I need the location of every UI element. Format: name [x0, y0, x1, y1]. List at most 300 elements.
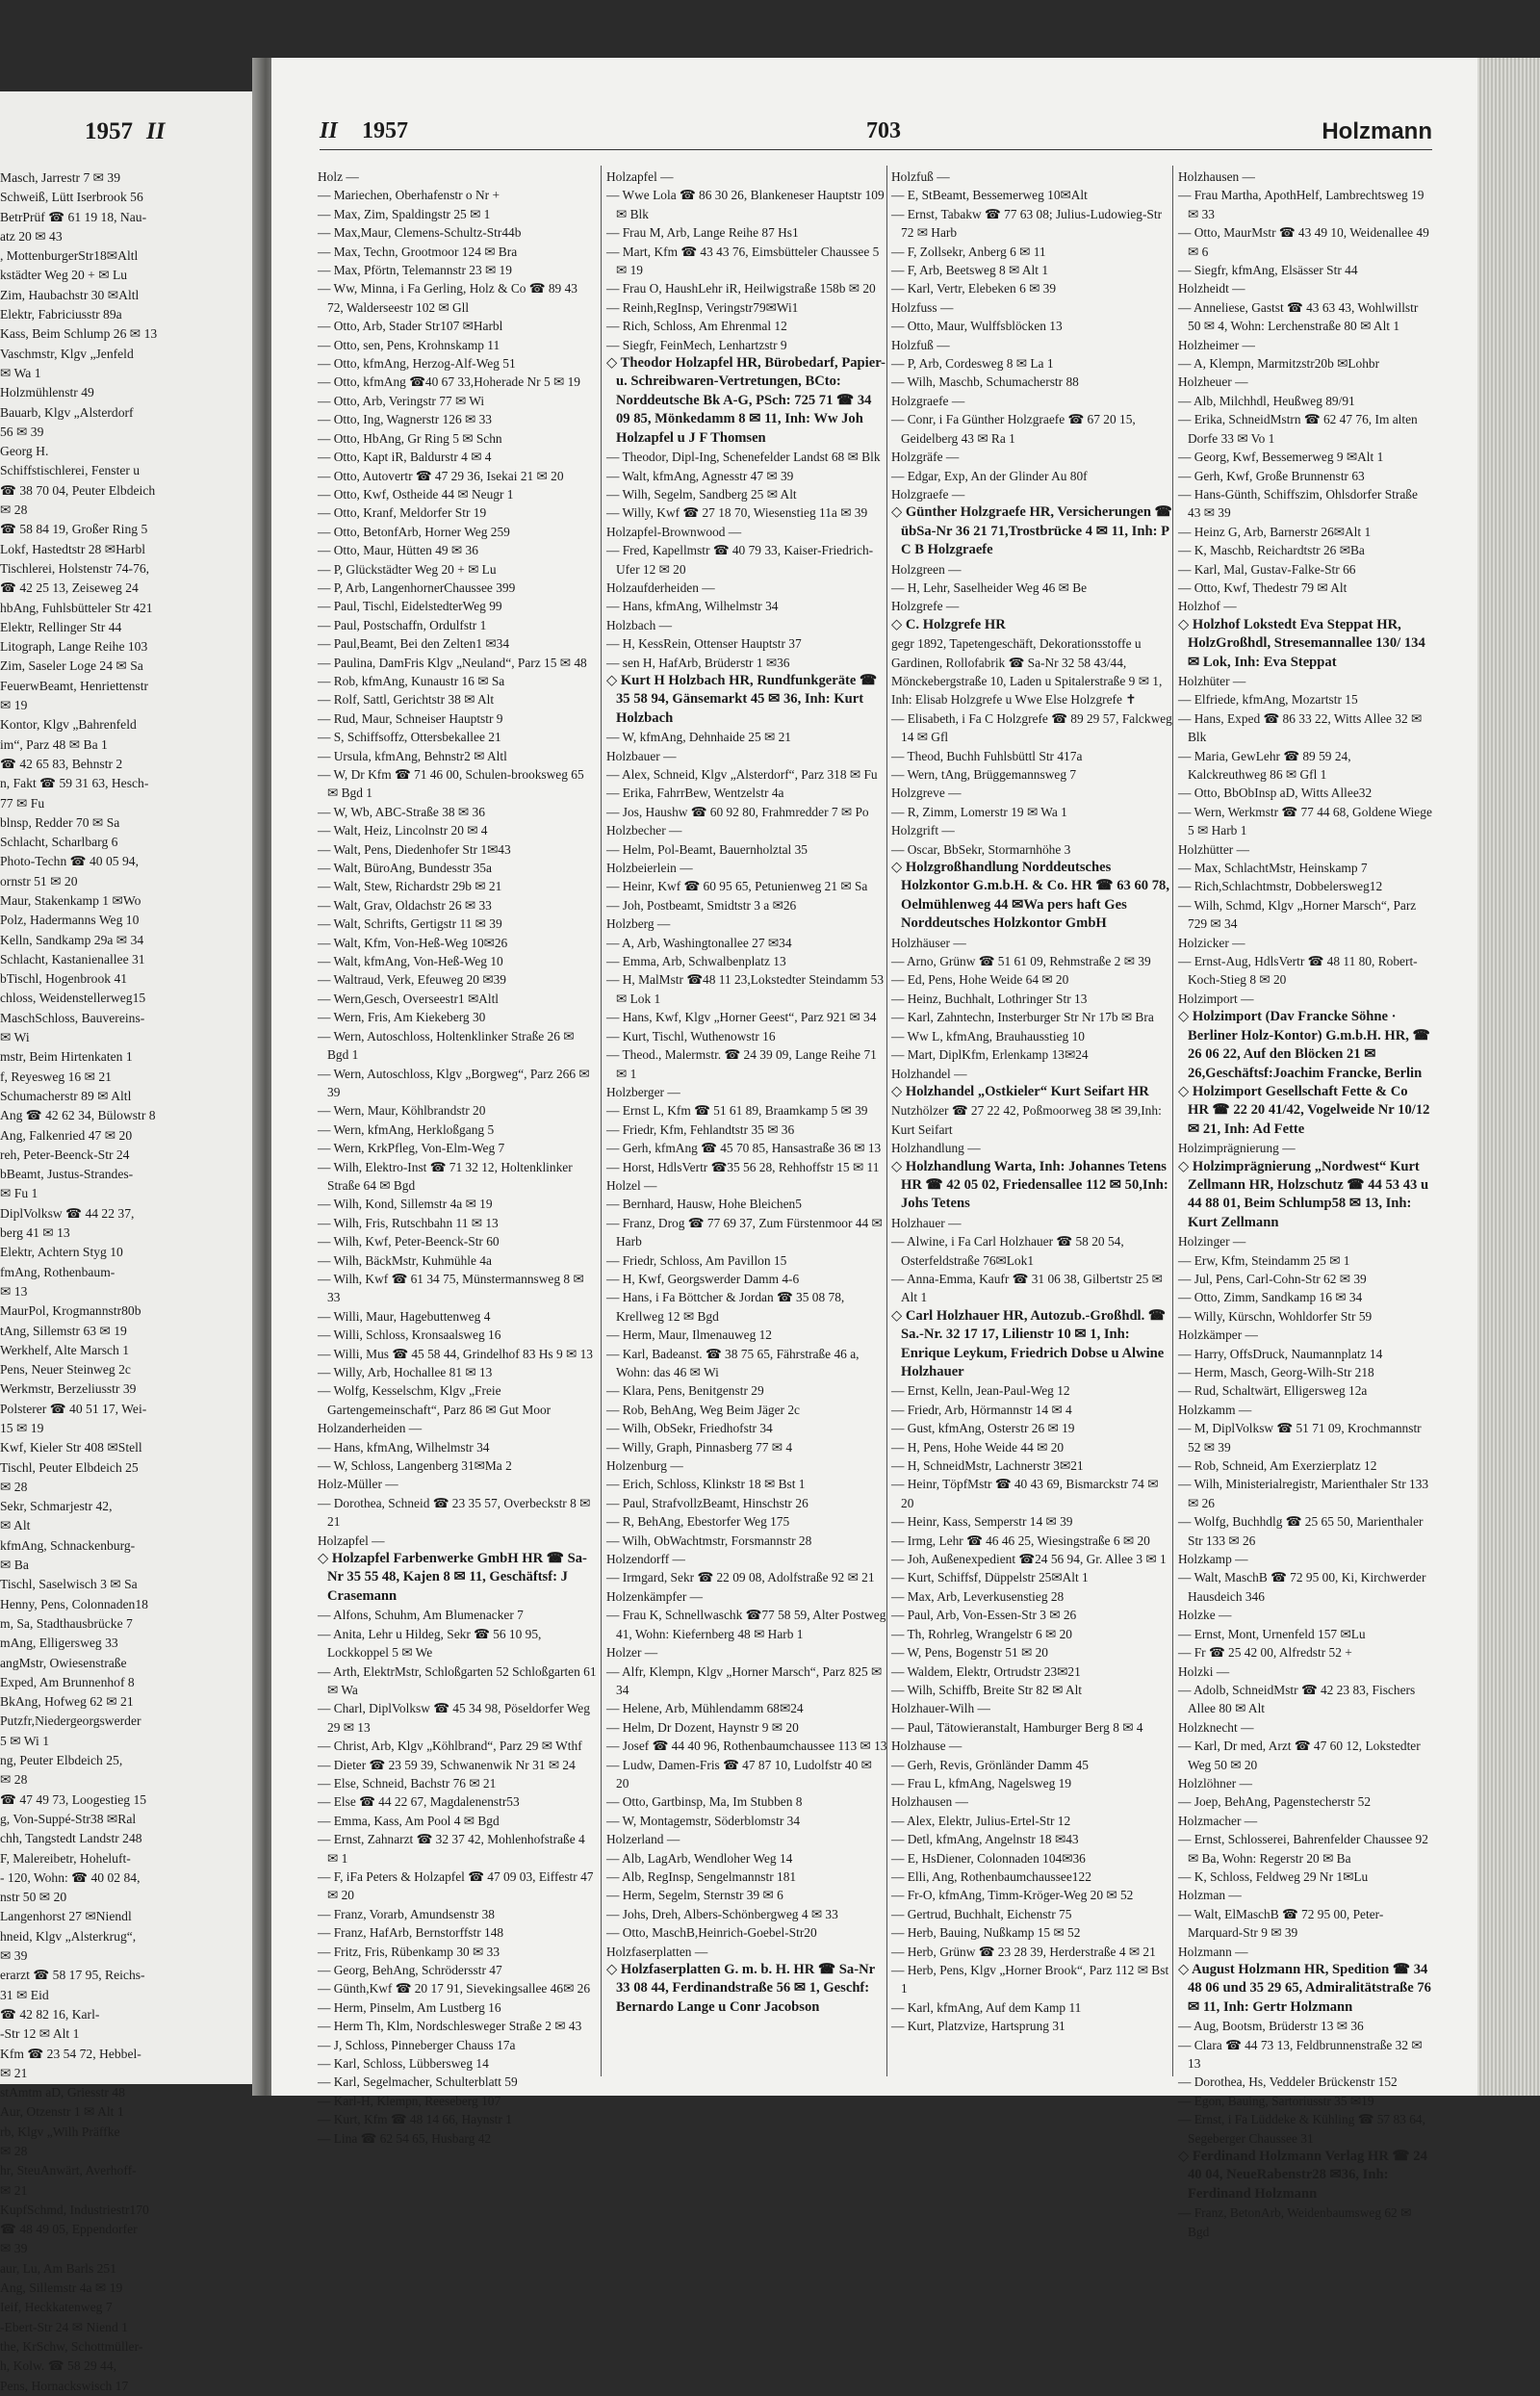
directory-entry: — Theod, Buchh Fuhlsbüttl Str 417a: [891, 748, 1083, 763]
directory-entry: — Edgar, Exp, An der Glinder Au 80f: [891, 468, 1088, 483]
directory-entry: — H, KessRein, Ottenser Hauptstr 37: [606, 636, 802, 652]
header-year: 1957: [362, 118, 408, 143]
directory-entry: — Herm, Masch, Georg-Wilh-Str 218: [1178, 1365, 1374, 1379]
directory-entry: — Frau Martha, ApothHelf, Lambrechtsweg 19 ✉ 33: [1178, 188, 1424, 221]
directory-entry: — Friedr, Kfm, Fehlandtstr 35 ✉ 36: [606, 1121, 795, 1137]
directory-entry: — Rich,Schlachtmstr, Dobbelersweg12: [1178, 879, 1383, 894]
directory-entry: — Theod., Malermstr. ☎ 24 39 09, Lange Reihe 71 ✉ 1: [606, 1047, 877, 1081]
left-page-line: Elektr, Achtern Styg 10: [0, 1245, 123, 1260]
surname-heading: Holzenkämpfer —: [606, 1588, 704, 1604]
directory-entry: — Oscar, BbSekr, Stormarnhöhe 3: [891, 841, 1071, 857]
left-page-line: ng, Peuter Elbdeich 25,: [0, 1753, 123, 1768]
left-page-line: Zim, Saseler Loge 24 ✉ Sa: [0, 658, 143, 674]
directory-entry: — Lina ☎ 62 54 65, Husbarg 42: [318, 2130, 492, 2146]
directory-column-2: [606, 167, 887, 2083]
left-page-line: Putzfr,Niedergeorgswerder: [0, 1713, 141, 1729]
left-page-line: ✉ Fu 1: [0, 1186, 38, 1201]
directory-column-1: [318, 167, 597, 2146]
directory-entry: — Anna-Emma, Kaufr ☎ 31 06 38, Gilbertstr 25 ✉ Alt 1: [891, 1271, 1163, 1305]
directory-entry: — Karl, Zahntechn, Insterburger Str Nr 17b ✉ Bra: [891, 1010, 1154, 1025]
left-page-line: ✉ Wa 1: [0, 365, 41, 380]
directory-entry: — Waldem, Elektr, Ortrudstr 23✉21: [891, 1663, 1081, 1679]
directory-entry: — Otto, Kwf, Ostheide 44 ✉ Neugr 1: [318, 486, 514, 502]
directory-entry: — Wilh, BäckMstr, Kuhmühle 4a: [318, 1252, 492, 1268]
directory-entry: — Wern, Maur, Köhlbrandstr 20: [318, 1103, 486, 1119]
directory-entry: — Ww, Minna, i Fa Gerling, Holz & Co ☎ 89 43 72, Walderseestr 102 ✉ Gll: [318, 281, 578, 315]
directory-entry: — Wern, KrkPfleg, Von-Elm-Weg 7: [318, 1141, 505, 1156]
left-page-line: Sekr, Schmarjestr 42,: [0, 1499, 113, 1514]
directory-entry: — Anneliese, Gastst ☎ 43 63 43, Wohlwillstr 50 ✉ 4, Wohn: Lerchenstraße 80 ✉ Alt 1: [1178, 299, 1419, 334]
directory-entry: — Willi, Mus ☎ 45 58 44, Grindelhof 83 Hs 9 ✉ 13: [318, 1346, 593, 1361]
left-page-line: ☎ 42 65 83, Behnstr 2: [0, 756, 123, 771]
surname-heading: Holzhausen —: [1178, 169, 1255, 184]
left-page-line: Schlacht, Kastanienallee 31: [0, 951, 145, 966]
page-number: 703: [866, 118, 901, 143]
directory-entry: — Helm, Pol-Beamt, Bauernholztal 35: [606, 841, 808, 857]
left-page-line: angMstr, Owiesenstraße: [0, 1655, 127, 1670]
directory-entry: — Max, Zim, Spaldingstr 25 ✉ 1: [318, 206, 491, 221]
firm-entry: ◇ C. Holzgrefe HR: [891, 616, 1006, 632]
directory-entry: — Fred, Kapellmstr ☎ 40 79 33, Kaiser-Friedrich-Ufer 12 ✉ 20: [606, 543, 874, 577]
directory-entry: — Clara ☎ 44 73 13, Feldbrunnenstraße 32 ✉ 13: [1178, 2037, 1423, 2072]
directory-entry: — Walt, Grav, Oldachstr 26 ✉ 33: [318, 897, 492, 913]
directory-entry: — Erika, SchneidMstrn ☎ 62 47 76, Im alten Dorfe 33 ✉ Vo 1: [1178, 412, 1418, 446]
left-page-line: Kass, Beim Schlump 26 ✉ 13: [0, 326, 158, 342]
directory-entry: — Karl, Badeanst. ☎ 38 75 65, Fährstraße 46 a, Wohn: das 46 ✉ Wi: [606, 1346, 860, 1379]
directory-entry: — Erich, Schloss, Klinkstr 18 ✉ Bst 1: [606, 1477, 806, 1492]
left-page-line: ✉ 39: [0, 1948, 28, 1964]
firm-entry: ◇ Ferdinand Holzmann Verlag HR ☎ 24 40 04, NeueRabenstr28 ✉36, Inh: Ferdinand Holzmann: [1178, 2149, 1427, 2202]
directory-entry: — Max,Maur, Clemens-Schultz-Str44b: [318, 225, 522, 241]
left-page-line: Schumacherstr 89 ✉ Altl: [0, 1088, 132, 1103]
directory-entry: — Walt, Heiz, Lincolnstr 20 ✉ 4: [318, 823, 488, 838]
surname-heading: Holzheimer —: [1178, 337, 1255, 352]
directory-entry: — Herm, Segelm, Sternstr 39 ✉ 6: [606, 1888, 783, 1903]
left-page-line: ✉ 13: [0, 1283, 28, 1299]
directory-entry: — Hans, Kwf, Klgv „Horner Geest“, Parz 921 ✉ 34: [606, 1010, 877, 1025]
directory-entry: — Dieter ☎ 23 59 39, Schwanenwik Nr 31 ✉ 24: [318, 1757, 576, 1772]
left-page-line: ✉ Wi: [0, 1030, 30, 1045]
directory-entry: — Klara, Pens, Benitgenstr 29: [606, 1383, 764, 1399]
surname-heading: Holzgreen —: [891, 561, 962, 577]
left-page-line: kstädter Weg 20 + ✉ Lu: [0, 268, 128, 283]
directory-entry: — Gertrud, Buchhalt, Eichenstr 75: [891, 1906, 1072, 1921]
directory-entry: — Herb, Bauing, Nußkamp 15 ✉ 52: [891, 1925, 1081, 1941]
directory-entry: — Herm, Pinselm, Am Lustberg 16: [318, 1999, 501, 2015]
directory-entry: — Ernst-Aug, HdlsVertr ☎ 48 11 80, Robert-Koch-Stieg 8 ✉ 20: [1178, 954, 1418, 988]
directory-entry: — W, Dr Kfm ☎ 71 46 00, Schulen-brooksweg 65 ✉ Bgd 1: [318, 767, 584, 801]
directory-entry: — Frau M, Arb, Lange Reihe 87 Hs1: [606, 225, 799, 241]
firm-entry: ◇ Günther Holzgraefe HR, Versicherungen ☎ übSa-Nr 36 21 71,Trostbrücke 4 ✉ 11, Inh: P C B Holzgraefe: [891, 504, 1172, 558]
directory-entry: — Walt, Kfm, Von-Heß-Weg 10✉26: [318, 935, 508, 950]
directory-entry: — Walt, MaschB ☎ 72 95 00, Ki, Kirchwerder Hausdeich 346: [1178, 1570, 1426, 1604]
directory-entry: — Max, Pförtn, Telemannstr 23 ✉ 19: [318, 263, 512, 278]
directory-entry: — Irmgard, Sekr ☎ 22 09 08, Adolfstraße 92 ✉ 21: [606, 1570, 875, 1585]
directory-entry: — Joep, BehAng, Pagenstecherstr 52: [1178, 1794, 1372, 1810]
left-page-line: ✉ 28: [0, 1772, 28, 1788]
directory-entry: — Siegfr, FeinMech, Lenhartzstr 9: [606, 337, 787, 352]
directory-entry: — Alwine, i Fa Carl Holzhauer ☎ 58 20 54, Osterfeldstraße 76✉Lok1: [891, 1234, 1124, 1268]
directory-entry: — P, Arb, LangenhornerChaussee 399: [318, 580, 516, 595]
directory-entry: — Ernst L, Kfm ☎ 51 61 89, Braamkamp 5 ✉ 39: [606, 1103, 868, 1119]
directory-entry: — E, HsDiener, Colonnaden 104✉36: [891, 1850, 1086, 1866]
directory-entry: — Paul, Tätowieranstalt, Hamburger Berg 8 ✉ 4: [891, 1719, 1143, 1735]
directory-entry: — Jos, Haushw ☎ 60 92 80, Frahmredder 7 ✉ Po: [606, 804, 869, 819]
surname-heading: Holzhäuser —: [891, 935, 966, 950]
directory-entry: — Wilh, Elektro-Inst ☎ 71 32 12, Holtenklinker Straße 64 ✉ Bgd: [318, 1159, 573, 1193]
directory-entry: — Herm, Maur, Ilmenauweg 12: [606, 1327, 773, 1343]
directory-entry: — Dorothea, Schneid ☎ 23 35 57, Overbeckstr 8 ✉ 21: [318, 1495, 591, 1530]
left-page-line: Holzmühlenstr 49: [0, 385, 94, 400]
directory-entry: — Franz, Vorarb, Amundsenstr 38: [318, 1906, 495, 1921]
left-page-line: ✉ 39: [0, 2241, 28, 2256]
left-page-line: fmAng, Rothenbaum-: [0, 1264, 116, 1279]
directory-entry: — W, kfmAng, Dehnhaide 25 ✉ 21: [606, 730, 791, 745]
firm-entry: ◇ Theodor Holzapfel HR, Bürobedarf, Papier- u. Schreibwaren-Vertretungen, BCto: Norddeutsche Bk A-G, PSch: 725 71 ☎ 34 09 85, Mönkedamm 8 ✉ 11, Inh: Ww Joh Holzapfel u J F Thomsen: [606, 355, 886, 446]
left-facing-page: [0, 91, 255, 2393]
firm-entry: ◇ Holzapfel Farbenwerke GmbH HR ☎ Sa-Nr 35 55 48, Kajen 8 ✉ 11, Geschäftsf: J Crasemann: [318, 1551, 587, 1604]
directory-entry: — Wilh, ObSekr, Friedhofstr 34: [606, 1421, 773, 1436]
left-page-line: Pens, Hornackswisch 17: [0, 2378, 129, 2393]
left-page-line: 56 ✉ 39: [0, 424, 44, 439]
left-page-line: Litograph, Lange Reihe 103: [0, 639, 148, 655]
directory-entry: — Otto, Kwf, Thedestr 79 ✉ Alt: [1178, 580, 1348, 595]
left-page-line: Schlacht, Scharlbarg 6: [0, 835, 118, 850]
directory-entry: — R, Zimm, Lomerstr 19 ✉ Wa 1: [891, 804, 1067, 819]
directory-entry: — J, Schloss, Pinneberger Chauss 17a: [318, 2037, 516, 2052]
left-page-line: atz 20 ✉ 43: [0, 228, 63, 244]
directory-entry: — Paul, Tischl, EidelstedterWeg 99: [318, 599, 502, 614]
surname-heading: Holzhandel —: [891, 1066, 967, 1081]
directory-entry: — Ernst, Mont, Urnenfeld 157 ✉Lu: [1178, 1626, 1366, 1641]
directory-entry: — Theodor, Dipl-Ing, Schenefelder Landst 68 ✉ Blk: [606, 450, 881, 465]
left-page-line: Tischl, Saselwisch 3 ✉ Sa: [0, 1577, 138, 1592]
directory-entry: — Karl, Schloss, Lübbersweg 14: [318, 2056, 489, 2072]
directory-entry: — F, Zollsekr, Anberg 6 ✉ 11: [891, 244, 1046, 259]
surname-heading: gegr 1892, Tapetengeschäft, Dekorationsstoffe u Gardinen, Rollofabrik ☎ Sa-Nr 32 58 43/44, Mönckebergstraße 10, Laden u Spitalerstraße 9 ✉ 1, Inh: Elisab Holzgrefe u Wwe Else Holzgrefe ✝: [891, 636, 1163, 708]
left-page-line: Tischlerei, Holstenstr 74-76,: [0, 560, 150, 576]
directory-entry: — Rud, Schaltwärt, Elligersweg 12a: [1178, 1383, 1368, 1399]
left-page-line: kfmAng, Schnackenburg-: [0, 1537, 136, 1553]
directory-entry: — Helene, Arb, Mühlendamm 68✉24: [606, 1701, 804, 1716]
directory-entry: — A, Arb, Washingtonallee 27 ✉34: [606, 935, 792, 950]
left-page-line: Henny, Pens, Colonnaden18: [0, 1596, 148, 1611]
left-page-line: berg 41 ✉ 13: [0, 1225, 70, 1241]
directory-entry: — Mart, DiplKfm, Erlenkamp 13✉24: [891, 1047, 1089, 1063]
directory-entry: — Otto, Maur, Wulffsblöcken 13: [891, 319, 1063, 334]
left-page-line: Kwf, Kieler Str 408 ✉Stell: [0, 1440, 142, 1456]
directory-entry: — Ernst, Schlosserei, Bahrenfelder Chaussee 92 ✉ Ba, Wohn: Regerstr 20 ✉ Ba: [1178, 1832, 1428, 1866]
left-page-line: hr, SteuAnwärt, Averhoff-: [0, 2163, 137, 2178]
left-page-line: F, Malereibetr, Hoheluft-: [0, 1850, 131, 1866]
directory-entry: — Else ☎ 44 22 67, Magdalenenstr53: [318, 1794, 520, 1810]
directory-entry: — Wern, Autoschloss, Klgv „Borgweg“, Parz 266 ✉ 39: [318, 1066, 590, 1099]
left-page-line: MaschSchloss, Bauvereins-: [0, 1010, 145, 1025]
left-page-line: hneid, Klgv „Alsterkrug“,: [0, 1928, 137, 1944]
left-page-line: KupfSchmd, Industriestr170: [0, 2202, 149, 2217]
directory-entry: — Erika, FahrrBew, Wentzelstr 4a: [606, 786, 784, 801]
directory-entry: — Otto, Kapt iR, Baldurstr 4 ✉ 4: [318, 450, 492, 465]
left-page-line: ☎ 58 84 19, Großer Ring 5: [0, 522, 148, 537]
left-page-line: stAmtm aD, Griesstr 48: [0, 2085, 125, 2100]
directory-entry: — Heinr, Kwf ☎ 60 95 65, Petunienweg 21 ✉ Sa: [606, 879, 868, 894]
surname-heading: Holzhof —: [1178, 599, 1237, 614]
surname-heading: Holzhauer-Wilh —: [891, 1701, 990, 1716]
left-page-line: -Ebert-Str 24 ✉ Niend 1: [0, 2319, 128, 2334]
left-page-line: Vaschmstr, Klgv „Jenfeld: [0, 346, 134, 361]
directory-entry: — Heinz, Buchhalt, Lothringer Str 13: [891, 991, 1088, 1006]
directory-entry: — Hans-Günth, Schiffszim, Ohlsdorfer Straße 43 ✉ 39: [1178, 486, 1418, 521]
left-page-line: Maur, Stakenkamp 1 ✉Wo: [0, 892, 141, 908]
left-page-line: , MottenburgerStr18✉Altl: [0, 248, 139, 264]
left-page-line: ☎ 42 25 13, Zeiseweg 24: [0, 580, 139, 596]
surname-heading: Holzhüter —: [1178, 673, 1246, 688]
directory-entry: — Egon, Bauing, Sartoriusstr 35 ✉19: [1178, 2093, 1374, 2108]
directory-entry: — P, Glückstädter Weg 20 + ✉ Lu: [318, 561, 497, 577]
directory-entry: — Ursula, kfmAng, Behnstr2 ✉ Altl: [318, 748, 507, 763]
directory-entry: — Willi, Maur, Hagebuttenweg 4: [318, 1308, 491, 1324]
surname-heading: Holzimprägnierung —: [1178, 1141, 1296, 1156]
directory-entry: — Rud, Maur, Schneiser Hauptstr 9: [318, 710, 503, 726]
directory-entry: — Otto, Arb, Veringstr 77 ✉ Wi: [318, 393, 485, 408]
directory-entry: — Arno, Grünw ☎ 51 61 09, Rehmstraße 2 ✉ 39: [891, 954, 1151, 969]
directory-entry: — Conr, i Fa Günther Holzgraefe ☎ 67 20 15, Geidelberg 43 ✉ Ra 1: [891, 412, 1136, 446]
directory-entry: — Gerh, kfmAng ☎ 45 70 85, Hansastraße 36 ✉ 13: [606, 1141, 882, 1156]
surname-heading: Holzapfel —: [606, 169, 674, 184]
directory-entry: — Otto, BetonfArb, Horner Weg 259: [318, 524, 510, 539]
firm-entry: ◇ Holzhof Lokstedt Eva Steppat HR, HolzGroßhdl, Stresemannallee 130/ 134 ✉ Lok, Inh: Eva Steppat: [1178, 616, 1425, 670]
surname-heading: Holzberg —: [606, 916, 671, 932]
directory-entry: — Alfr, Klempn, Klgv „Horner Marsch“, Parz 825 ✉ 34: [606, 1663, 883, 1697]
surname-heading: Holzbauer —: [606, 748, 677, 763]
directory-entry: — K, Schloss, Feldweg 29 Nr 1✉Lu: [1178, 1868, 1369, 1884]
directory-entry: — Kurt, Platzvize, Hartsprung 31: [891, 2019, 1065, 2034]
surname-heading: Holzgräfe —: [891, 450, 960, 465]
directory-entry: — Ernst, Tabakw ☎ 77 63 08; Julius-Ludowieg-Str 72 ✉ Harb: [891, 206, 1163, 241]
left-page-line: g, Von-Suppé-Str38 ✉Ral: [0, 1811, 137, 1826]
directory-entry: — Mariechen, Oberhafenstr o Nr +: [318, 188, 500, 203]
directory-entry: — Wilh, ObWachtmstr, Forsmannstr 28: [606, 1533, 812, 1548]
directory-entry: — Otto, MaschB,Heinrich-Goebel-Str20: [606, 1925, 817, 1941]
left-page-line: Ang, Falkenried 47 ✉ 20: [0, 1127, 133, 1143]
surname-heading: Holzapfel —: [318, 1533, 385, 1548]
directory-entry: — R, BehAng, Ebestorfer Weg 175: [606, 1514, 790, 1530]
directory-entry: — Friedr, Arb, Hörmannstr 14 ✉ 4: [891, 1402, 1072, 1417]
directory-entry: — Walt, BüroAng, Bundesstr 35a: [318, 861, 492, 876]
page-edges: [1477, 58, 1540, 2096]
surname-heading: Holzendorff —: [606, 1552, 685, 1567]
directory-entry: — Willy, Arb, Hochallee 81 ✉ 13: [318, 1365, 493, 1379]
left-page-header: [85, 118, 165, 145]
directory-entry: — Else, Schneid, Bachstr 76 ✉ 21: [318, 1775, 497, 1791]
directory-entry: — Heinr, Kass, Semperstr 14 ✉ 39: [891, 1514, 1073, 1530]
surname-heading: Holzgraefe —: [891, 393, 965, 408]
directory-entry: — Wilh, Ministerialregistr, Marienthaler Str 133 ✉ 26: [1178, 1477, 1429, 1510]
directory-entry: — Walt, Stew, Richardstr 29b ✉ 21: [318, 879, 502, 894]
surname-heading: Holzgrift —: [891, 823, 955, 838]
directory-entry: — Elfriede, kfmAng, Mozartstr 15: [1178, 692, 1358, 708]
surname-heading: Holzicker —: [1178, 935, 1245, 950]
directory-entry: — Erw, Kfm, Steindamm 25 ✉ 1: [1178, 1252, 1350, 1268]
directory-entry: — Wilh, Kwf ☎ 61 34 75, Münstermannsweg 8 ✉ 33: [318, 1271, 584, 1305]
left-page-line: Polsterer ☎ 40 51 17, Wei-: [0, 1401, 147, 1416]
left-page-line: Tischl, Peuter Elbdeich 25: [0, 1459, 139, 1475]
directory-entry: — Walt, kfmAng, Agnesstr 47 ✉ 39: [606, 468, 794, 483]
left-page-line: 77 ✉ Fu: [0, 795, 45, 811]
directory-entry: — Alex, Schneid, Klgv „Alsterdorf“, Parz 318 ✉ Fu: [606, 767, 878, 782]
directory-entry: — Friedr, Schloss, Am Pavillon 15: [606, 1252, 787, 1268]
column-divider: [1172, 166, 1173, 2076]
surname-heading: Holzfuss —: [891, 299, 954, 315]
surname-heading: Holzkämper —: [1178, 1327, 1258, 1343]
directory-entry: — Kurt, Kfm ☎ 48 14 66, Haynstr 1: [318, 2112, 512, 2127]
header-roman: II: [320, 118, 338, 143]
surname-heading: Holzel —: [606, 1177, 657, 1193]
directory-entry: — Adolb, SchneidMstr ☎ 42 23 83, Fischers Allee 80 ✉ Alt: [1178, 1682, 1416, 1716]
directory-entry: — Elisabeth, i Fa C Holzgrefe ☎ 89 29 57, Falckweg 14 ✉ Gfl: [891, 710, 1172, 745]
directory-entry: — Wilh, Maschb, Schumacherstr 88: [891, 374, 1079, 390]
surname-heading: Holzbeierlein —: [606, 861, 693, 876]
directory-entry: — A, Klempn, Marmitzstr20b ✉Lohbr: [1178, 356, 1380, 372]
surname-heading: Holzman —: [1178, 1888, 1242, 1903]
left-page-line: chh, Tangstedt Landstr 248: [0, 1831, 142, 1846]
left-page-line: 31 ✉ Eid: [0, 1987, 49, 2002]
surname-heading: Holzerland —: [606, 1832, 680, 1847]
surname-heading: Holzhausen —: [891, 1794, 968, 1810]
firm-entry: ◇ Holzfaserplatten G. m. b. H. HR ☎ Sa-Nr 33 08 44, Ferdinandstraße 56 ✉ 1, Geschf: Bernardo Lange u Conr Jacobson: [606, 1962, 875, 2015]
left-page-line: Elektr, Rellinger Str 44: [0, 619, 122, 634]
left-page-roman: II: [146, 118, 166, 144]
directory-entry: — Wilh, Kond, Sillemstr 4a ✉ 19: [318, 1197, 493, 1212]
directory-entry: — Mart, Kfm ☎ 43 43 76, Eimsbütteler Chaussee 5 ✉ 19: [606, 244, 880, 278]
left-page-line: BkAng, Hofweg 62 ✉ 21: [0, 1694, 134, 1710]
directory-entry: — Wolfg, Kesselschm, Klgv „Freie Gartengemeinschaft“, Parz 86 ✉ Gut Moor: [318, 1383, 552, 1417]
directory-entry: — Otto, MaurMstr ☎ 43 49 10, Weidenallee 49 ✉ 6: [1178, 225, 1429, 259]
left-page-line: Werkhelf, Alte Marsch 1: [0, 1342, 130, 1357]
directory-entry: — Wern, Werkmstr ☎ 77 44 68, Goldene Wiege 5 ✉ Harb 1: [1178, 804, 1432, 838]
directory-entry: — Hans, kfmAng, Wilhelmstr 34: [606, 599, 779, 614]
left-page-line: Ang ☎ 42 62 34, Bülowstr 8: [0, 1108, 156, 1123]
left-page-line: Photo-Techn ☎ 40 05 94,: [0, 854, 139, 869]
firm-entry: ◇ Carl Holzhauer HR, Autozub.-Großhdl. ☎ Sa.-Nr. 32 17 17, Lilienstr 10 ✉ 1, Inh: Enrique Leykum, Friedrich Dobse u Alwine Holzhauer: [891, 1307, 1167, 1379]
left-page-line: ✉ 28: [0, 2143, 28, 2158]
directory-entry: — Georg, BehAng, Schrödersstr 47: [318, 1963, 502, 1977]
left-page-line: Elektr, Fabriciusstr 89a: [0, 307, 122, 322]
directory-entry: — Wolfg, Buchhdlg ☎ 25 65 50, Marienthaler Str 133 ✉ 26: [1178, 1514, 1424, 1548]
directory-entry: — Paul, Postschaffn, Ordulfstr 1: [318, 617, 487, 632]
directory-entry: — W, Schloss, Langenberg 31✉Ma 2: [318, 1458, 512, 1474]
directory-entry: — S, Schiffsoffz, Ottersbekallee 21: [318, 730, 501, 745]
directory-entry: — Fr ☎ 25 42 00, Alfredstr 52 +: [1178, 1645, 1352, 1661]
directory-entry: — Heinr, TöpfMstr ☎ 40 43 69, Bismarckstr 74 ✉ 20: [891, 1477, 1159, 1510]
directory-entry: — Maria, GewLehr ☎ 89 59 24, Kalckreuthweg 86 ✉ Gfl 1: [1178, 748, 1351, 782]
left-page-line: h, Kolw. ☎ 58 29 44,: [0, 2358, 117, 2374]
directory-entry: — Heinz G, Arb, Barnerstr 26✉Alt 1: [1178, 524, 1372, 539]
left-page-line: Lokf, Hastedtstr 28 ✉Harbl: [0, 541, 146, 556]
left-page-line: -Str 12 ✉ Alt 1: [0, 2026, 80, 2042]
directory-entry: — Otto, HbAng, Gr Ring 5 ✉ Schn: [318, 430, 502, 446]
directory-entry: — Waltraud, Verk, Efeuweg 20 ✉39: [318, 972, 506, 988]
directory-entry: — Wwe Lola ☎ 86 30 26, Blankeneser Hauptstr 109 ✉ Blk: [606, 188, 885, 221]
left-page-line: DiplVolksw ☎ 44 22 37,: [0, 1205, 135, 1221]
directory-entry: — Willy, Graph, Pinnasberg 77 ✉ 4: [606, 1439, 793, 1455]
directory-entry: — E, StBeamt, Bessemerweg 10✉Alt: [891, 188, 1088, 203]
directory-entry: — Frau K, Schnellwaschk ☎77 58 59, Alter Postweg 41, Wohn: Kiefernberg 48 ✉ Harb 1: [606, 1608, 886, 1641]
directory-entry: — Karl-H, Klempn, Reeseberg 107: [318, 2093, 501, 2108]
surname-heading: Nutzhölzer ☎ 27 22 42, Poßmoorweg 38 ✉ 39,Inh: Kurt Seifart: [891, 1103, 1162, 1137]
directory-entry: — Gerh, Revis, Grönländer Damm 45: [891, 1757, 1089, 1772]
surname-heading: Holzhauer —: [891, 1215, 962, 1230]
left-page-line: mstr, Beim Hirtenkaten 1: [0, 1049, 133, 1065]
left-page-line: f, Reyesweg 16 ✉ 21: [0, 1069, 112, 1084]
directory-entry: — sen H, HafArb, Brüderstr 1 ✉36: [606, 655, 790, 670]
left-page-line: Pens, Neuer Steinweg 2c: [0, 1362, 131, 1378]
directory-column-3: [891, 167, 1172, 2083]
surname-heading: Holzlöhner —: [1178, 1775, 1252, 1791]
directory-entry: — Paul, Arb, Von-Essen-Str 3 ✉ 26: [891, 1608, 1077, 1623]
left-page-line: ☎ 38 70 04, Peuter Elbdeich: [0, 482, 156, 498]
directory-entry: — Willi, Schloss, Kronsaalsweg 16: [318, 1327, 501, 1343]
directory-entry: — Frau O, HaushLehr iR, Heilwigstraße 158b ✉ 20: [606, 281, 876, 296]
surname-heading: Holzberger —: [606, 1084, 680, 1099]
directory-entry: — Günth,Kwf ☎ 20 17 91, Sievekingsallee 46✉ 26: [318, 1981, 591, 1997]
directory-entry: — Rob, BehAng, Weg Beim Jäger 2c: [606, 1402, 800, 1417]
left-page-line: im“, Parz 48 ✉ Ba 1: [0, 736, 108, 752]
left-page-line: ✉ Alt: [0, 1518, 31, 1533]
directory-entry: — Wern,Gesch, Overseestr1 ✉Altl: [318, 991, 500, 1006]
left-page-line: Aur, Otzenstr 1 ✉ Alt 1: [0, 2104, 124, 2120]
directory-entry: — Dorothea, Hs, Veddeler Brückenstr 152: [1178, 2074, 1398, 2090]
left-page-line: Masch, Jarrestr 7 ✉ 39: [0, 170, 121, 185]
surname-heading: Holzheuer —: [1178, 374, 1248, 390]
left-page-line: hbAng, Fuhlsbütteler Str 421: [0, 600, 153, 615]
left-page-line: BetrPrüf ☎ 61 19 18, Nau-: [0, 209, 147, 224]
directory-entry: — Franz, BetonArb, Weidenbaumsweg 62 ✉ Bgd: [1178, 2205, 1412, 2239]
directory-entry: — Johs, Dreh, Albers-Schönbergweg 4 ✉ 33: [606, 1906, 838, 1921]
firm-entry: ◇ Holzhandlung Warta, Inh: Johannes Tetens HR ☎ 42 05 02, Friedensallee 112 ✉ 50,Inh: Johs Tetens: [891, 1158, 1168, 1212]
surname-heading: Holzknecht —: [1178, 1719, 1254, 1735]
surname-heading: Holzfaserplatten —: [606, 1944, 708, 1959]
surname-heading: Holzkamp —: [1178, 1552, 1248, 1567]
directory-entry: — Fr-O, kfmAng, Timm-Kröger-Weg 20 ✉ 52: [891, 1888, 1134, 1903]
directory-entry: — Wern, Autoschloss, Holtenklinker Straße 26 ✉ Bgd 1: [318, 1028, 575, 1063]
directory-entry: — Wilh, Kwf, Peter-Beenck-Str 60: [318, 1234, 500, 1250]
left-page-line: FeuerwBeamt, Henriettenstr: [0, 678, 149, 693]
directory-entry: — Herm Th, Klm, Nordschlesweger Straße 2 ✉ 43: [318, 2019, 582, 2034]
directory-entry: — Max, SchlachtMstr, Heinskamp 7: [1178, 861, 1368, 876]
directory-entry: — Walt, Schrifts, Gertigstr 11 ✉ 39: [318, 916, 502, 932]
directory-entry: — Kurt, Schiffsf, Düppelstr 25✉Alt 1: [891, 1570, 1089, 1585]
directory-entry: — W, Wb, ABC-Straße 38 ✉ 36: [318, 804, 485, 819]
surname-heading: Holzbach —: [606, 617, 673, 632]
directory-entry: — Georg, Kwf, Bessemerweg 9 ✉Alt 1: [1178, 450, 1384, 465]
directory-entry: — Walt, ElMaschB ☎ 72 95 00, Peter-Marquard-Str 9 ✉ 39: [1178, 1906, 1384, 1941]
surname-heading: Holzaufderheiden —: [606, 580, 715, 595]
left-page-line: bTischl, Hogenbrook 41: [0, 971, 128, 987]
directory-entry: — Otto, BbObInsp aD, Witts Allee32: [1178, 786, 1373, 801]
left-page-line: ornstr 51 ✉ 20: [0, 873, 78, 889]
surname-heading: Holzanderheiden —: [318, 1421, 423, 1436]
directory-entry: — Otto, Autovertr ☎ 47 29 36, Isekai 21 ✉ 20: [318, 468, 564, 483]
left-page-line: ✉ 21: [0, 2065, 28, 2080]
directory-entry: — W, Pens, Bogenstr 51 ✉ 20: [891, 1645, 1048, 1661]
left-page-line: aur, Lu, Am Barls 251: [0, 2260, 117, 2276]
directory-entry: — Charl, DiplVolksw ☎ 45 34 98, Pöseldorfer Weg 29 ✉ 13: [318, 1701, 590, 1735]
surname-heading: Holzhause —: [891, 1739, 962, 1754]
directory-entry: — Rolf, Sattl, Gerichtstr 38 ✉ Alt: [318, 692, 495, 708]
directory-entry: — Gerh, Kwf, Große Brunnenstr 63: [1178, 468, 1365, 483]
surname-heading: Holzfuß —: [891, 169, 950, 184]
